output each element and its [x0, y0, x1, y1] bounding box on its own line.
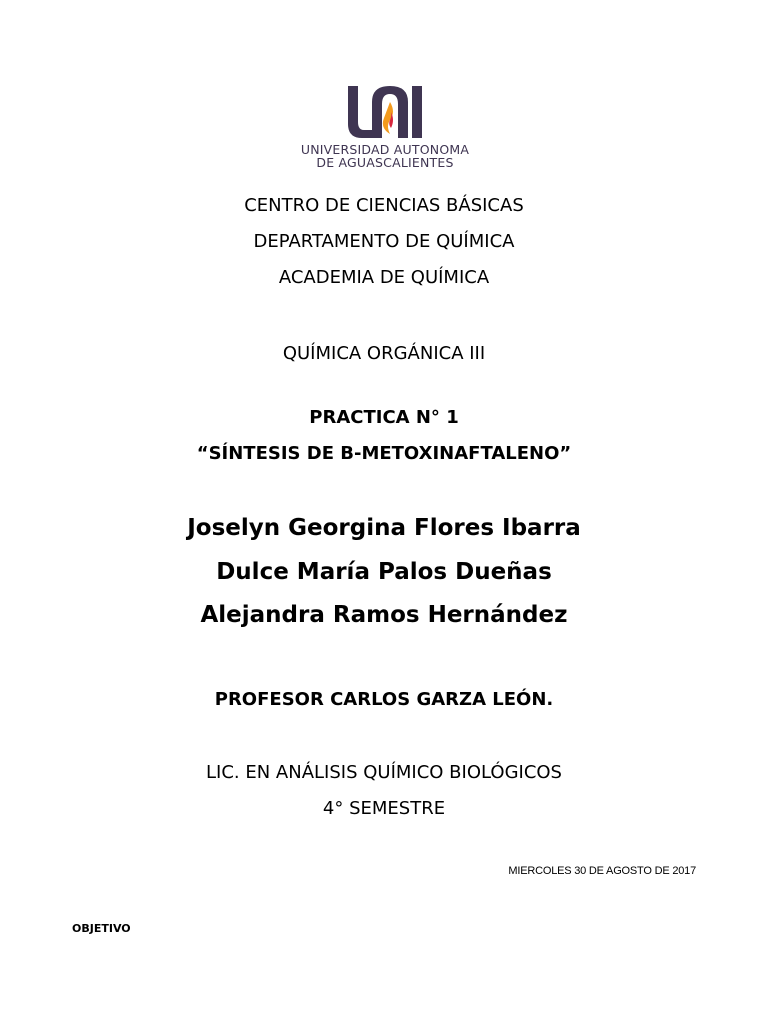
section-heading-objetivo: OBJETIVO: [72, 922, 131, 935]
logo-text-line1: UNIVERSIDAD AUTONOMA: [300, 142, 470, 157]
program-name: LIC. EN ANÁLISIS QUÍMICO BIOLÓGICOS: [206, 762, 562, 783]
department-name: DEPARTAMENTO DE QUÍMICA: [253, 231, 515, 252]
professor-name: PROFESOR CARLOS GARZA LEÓN.: [214, 689, 554, 710]
logo-text-line2: DE AGUASCALIENTES: [316, 155, 454, 170]
university-logo: [280, 82, 490, 174]
center-name: CENTRO DE CIENCIAS BÁSICAS: [244, 195, 524, 216]
academy-name: ACADEMIA DE QUÍMICA: [278, 267, 490, 288]
author-3: Alejandra Ramos Hernández: [200, 602, 568, 628]
practice-title: “SÍNTESIS DE B-METOXINAFTALENO”: [196, 443, 572, 464]
author-2: Dulce María Palos Dueñas: [216, 559, 552, 585]
semester: 4° SEMESTRE: [322, 798, 446, 819]
document-date: MIERCOLES 30 DE AGOSTO DE 2017: [508, 865, 696, 877]
course-name: QUÍMICA ORGÁNICA III: [282, 343, 486, 364]
author-1: Joselyn Georgina Flores Ibarra: [187, 515, 581, 541]
practice-number: PRACTICA N° 1: [309, 407, 459, 428]
uaa-emblem-icon: [346, 82, 424, 140]
